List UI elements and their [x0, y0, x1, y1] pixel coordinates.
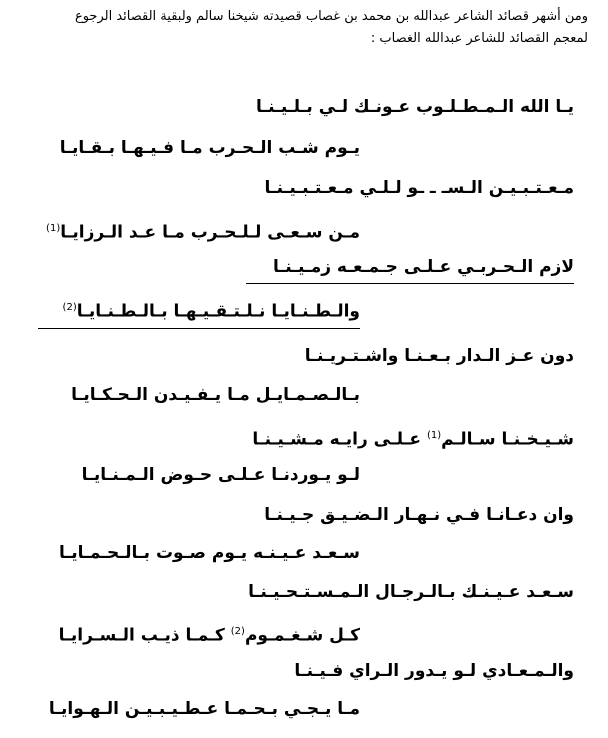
verse-text: لازم الـحـربـي عـلـى جـمـعـه زمـيـنـا [273, 257, 574, 277]
verse-text: مـن سـعـى لـلـحـرب مـا عـد الـرزايـا [60, 222, 360, 243]
verse-text: يـوم شـب الـحـرب مـا فـيـهـا بـقـايـا [59, 138, 360, 158]
intro-line-2: لمعجم القصائد للشاعر عبدالله الغصاب : [370, 31, 588, 46]
intro-paragraph [16, 6, 588, 50]
verse-text: سـعـد عـيـنـك بـالـرجـال الـمـسـتـحـيـنـا [248, 582, 574, 602]
verse-12 [59, 541, 360, 565]
verse-text: دون عـز الـدار بـعـنـا واشـتـريـنـا [304, 346, 574, 366]
verse-text: مـعـتـبـيـن الـسـ ـ ـو لـلـي مـعـتـبـيـنـا [264, 178, 574, 198]
verse-text: لـو يـوردنـا عـلـى حـوض الـمـنـايـا [81, 465, 360, 485]
intro-line-1: ومن أشهر قصائد الشاعر عبدالله بن محمد بن غصاب قصيدته شيخنا سالم ولبقية القصائد الرجوع [74, 9, 588, 24]
footnote-marker: (1) [426, 430, 442, 441]
verse-text: والـمـعـادي لـو يـدور الـراي فـيـنـا [294, 661, 574, 681]
footnote-marker: (2) [62, 302, 77, 313]
verse-2 [60, 136, 360, 160]
verse-text: كـمـا ذيـب الـسـرايـا [58, 625, 225, 646]
verse-text: مـا يـجـي بـحـمـا عـطـيـبـيـن الـهـوايـا [48, 699, 360, 719]
verse-text: سـعـد عـيـنـه يـوم صـوت بـالـحـمـايـا [59, 543, 360, 563]
verse-11 [264, 503, 574, 527]
verse-15 [294, 659, 574, 683]
verse-16 [49, 697, 360, 721]
verse-4 [46, 217, 360, 245]
verse-14 [59, 620, 360, 648]
verse-7 [305, 344, 574, 368]
verse-text: بـالـصـمـايـل مـا يـفـيـدن الـحـكـايـا [71, 385, 360, 405]
verse-prefix: شـيـخـنـا سـالـم [441, 429, 574, 450]
verse-13 [248, 580, 574, 604]
verse-10 [82, 463, 360, 487]
verse-1 [256, 95, 574, 119]
footnote-marker: (2) [230, 626, 245, 637]
verse-prefix: كـل شـغـمـوم [244, 625, 360, 646]
verse-3 [264, 176, 574, 200]
verse-6 [38, 296, 360, 329]
verse-8 [71, 383, 360, 407]
verse-text: وان دعـانـا فـي نـهـار الـضـيـق جـيـنـا [264, 505, 574, 525]
verse-text: يـا الله الـمـطـلـوب عـونـك لـي بـلـيـنـا [255, 97, 574, 117]
footnote-marker: (1) [46, 223, 61, 234]
verse-9 [252, 424, 574, 452]
verse-text: والـطـنـايـا نـلـتـقـيـهـا بـالـطـنـايـا [76, 301, 360, 322]
verse-text: عـلـى رايـه مـشـيـنـا [252, 429, 422, 450]
verse-5 [246, 255, 574, 284]
